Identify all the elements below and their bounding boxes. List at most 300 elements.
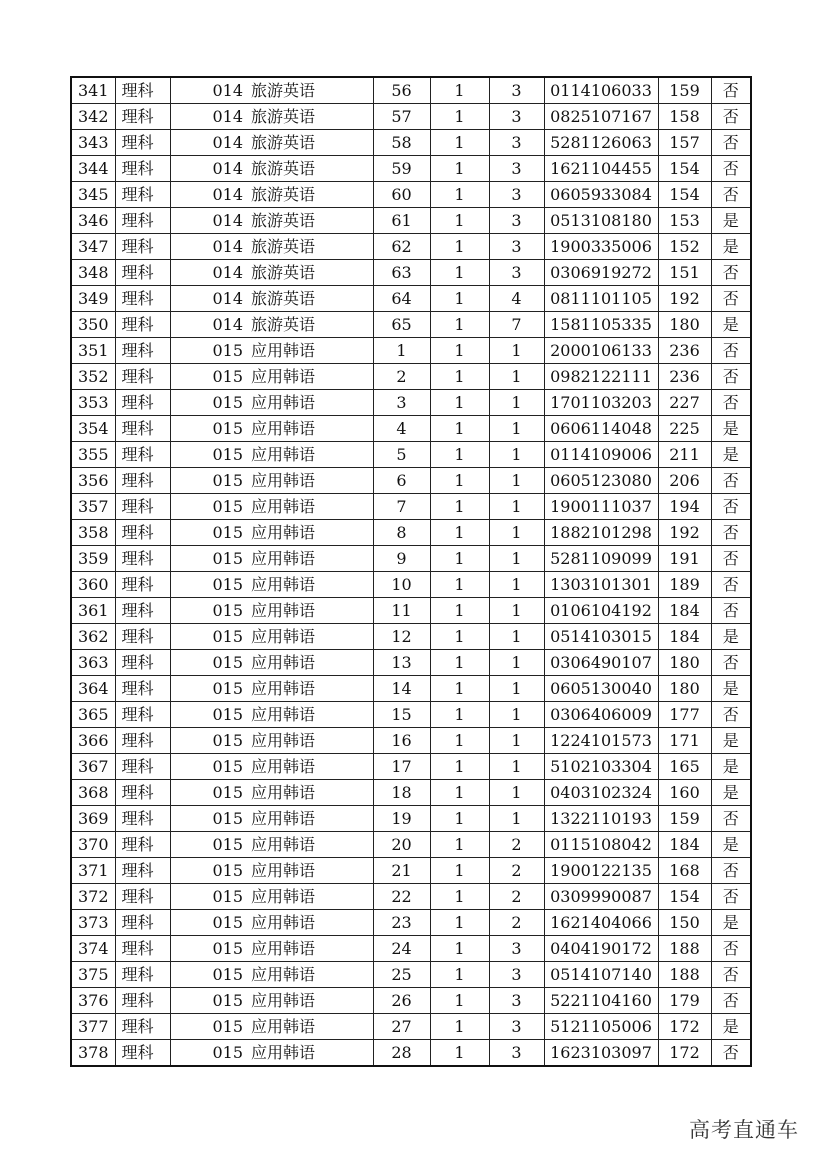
category-cell: 理科 [115,988,170,1014]
major-code: 015 [212,393,244,412]
rank-cell: 22 [373,884,430,910]
table-row [71,806,751,832]
major-cell [170,182,373,208]
column-b-cell: 2 [489,910,544,936]
row-number-cell: 350 [71,312,115,338]
major-name: 应用韩语 [251,523,316,542]
category-cell: 理科 [115,1040,170,1067]
rank-cell: 23 [373,910,430,936]
row-number-cell: 365 [71,702,115,728]
flag-cell: 是 [711,910,751,936]
major-code: 015 [212,913,244,932]
major-code: 014 [212,211,244,230]
table-row [71,260,751,286]
category-cell: 理科 [115,598,170,624]
score-cell: 227 [658,390,711,416]
watermark: 高考直通车 [689,1118,799,1142]
major-cell [170,572,373,598]
rank-cell: 63 [373,260,430,286]
major-code: 015 [212,1043,244,1062]
flag-cell: 是 [711,312,751,338]
major-name: 应用韩语 [251,445,316,464]
column-b-cell: 1 [489,598,544,624]
category-cell: 理科 [115,780,170,806]
column-a-cell: 1 [430,338,489,364]
column-b-cell: 1 [489,442,544,468]
table-row [71,962,751,988]
row-number-cell: 362 [71,624,115,650]
rank-cell: 9 [373,546,430,572]
major-code: 014 [212,133,244,152]
table-row [71,442,751,468]
category-cell: 理科 [115,494,170,520]
column-a-cell: 1 [430,208,489,234]
major-cell [170,832,373,858]
column-a-cell: 1 [430,1014,489,1040]
rank-cell: 1 [373,338,430,364]
column-a-cell: 1 [430,806,489,832]
rank-cell: 19 [373,806,430,832]
major-code: 015 [212,861,244,880]
major-name: 应用韩语 [251,679,316,698]
table-body [71,77,751,1066]
major-name: 应用韩语 [251,367,316,386]
column-b-cell: 3 [489,234,544,260]
major-name: 应用韩语 [251,861,316,880]
category-cell: 理科 [115,650,170,676]
flag-cell: 是 [711,208,751,234]
table-row [71,286,751,312]
candidate-id-cell: 5121105006 [544,1014,658,1040]
major-cell [170,858,373,884]
category-cell: 理科 [115,77,170,104]
flag-cell: 是 [711,234,751,260]
major-cell [170,806,373,832]
candidate-id-cell: 0605123080 [544,468,658,494]
column-b-cell: 1 [489,546,544,572]
flag-cell: 否 [711,520,751,546]
major-cell [170,962,373,988]
major-name: 应用韩语 [251,835,316,854]
row-number-cell: 376 [71,988,115,1014]
column-b-cell: 1 [489,650,544,676]
table-row [71,832,751,858]
column-b-cell: 1 [489,494,544,520]
major-name: 旅游英语 [251,159,316,178]
column-a-cell: 1 [430,286,489,312]
score-cell: 172 [658,1014,711,1040]
table-row [71,338,751,364]
candidate-id-cell: 0514103015 [544,624,658,650]
table-row [71,77,751,104]
row-number-cell: 343 [71,130,115,156]
score-cell: 171 [658,728,711,754]
table-row [71,182,751,208]
major-cell [170,364,373,390]
column-b-cell: 1 [489,728,544,754]
candidate-id-cell: 1303101301 [544,572,658,598]
row-number-cell: 356 [71,468,115,494]
score-cell: 153 [658,208,711,234]
score-cell: 168 [658,858,711,884]
major-code: 015 [212,679,244,698]
column-b-cell: 3 [489,260,544,286]
candidate-id-cell: 5281109099 [544,546,658,572]
major-code: 015 [212,445,244,464]
major-code: 014 [212,237,244,256]
flag-cell: 否 [711,286,751,312]
rank-cell: 10 [373,572,430,598]
major-code: 015 [212,705,244,724]
category-cell: 理科 [115,832,170,858]
row-number-cell: 374 [71,936,115,962]
flag-cell: 是 [711,832,751,858]
major-name: 旅游英语 [251,185,316,204]
row-number-cell: 351 [71,338,115,364]
column-a-cell: 1 [430,260,489,286]
column-a-cell: 1 [430,832,489,858]
rank-cell: 2 [373,364,430,390]
score-cell: 225 [658,416,711,442]
rank-cell: 64 [373,286,430,312]
major-cell [170,676,373,702]
table-row [71,754,751,780]
rank-cell: 11 [373,598,430,624]
column-a-cell: 1 [430,416,489,442]
flag-cell: 否 [711,468,751,494]
column-b-cell: 3 [489,156,544,182]
row-number-cell: 346 [71,208,115,234]
major-name: 应用韩语 [251,471,316,490]
candidate-id-cell: 0513108180 [544,208,658,234]
candidate-id-cell: 1900122135 [544,858,658,884]
column-b-cell: 3 [489,936,544,962]
major-cell [170,780,373,806]
column-a-cell: 1 [430,754,489,780]
rank-cell: 18 [373,780,430,806]
row-number-cell: 345 [71,182,115,208]
score-cell: 165 [658,754,711,780]
candidate-id-cell: 0403102324 [544,780,658,806]
major-cell [170,650,373,676]
major-code: 015 [212,757,244,776]
flag-cell: 否 [711,962,751,988]
column-a-cell: 1 [430,234,489,260]
column-a-cell: 1 [430,728,489,754]
category-cell: 理科 [115,936,170,962]
major-cell [170,884,373,910]
column-b-cell: 2 [489,858,544,884]
column-b-cell: 3 [489,208,544,234]
candidate-id-cell: 1701103203 [544,390,658,416]
column-a-cell: 1 [430,546,489,572]
major-cell [170,624,373,650]
major-cell [170,390,373,416]
score-cell: 172 [658,1040,711,1067]
flag-cell: 否 [711,650,751,676]
flag-cell: 是 [711,676,751,702]
row-number-cell: 373 [71,910,115,936]
candidate-id-cell: 0106104192 [544,598,658,624]
major-code: 015 [212,1017,244,1036]
flag-cell: 是 [711,728,751,754]
major-name: 应用韩语 [251,991,316,1010]
category-cell: 理科 [115,104,170,130]
rank-cell: 15 [373,702,430,728]
row-number-cell: 364 [71,676,115,702]
candidate-id-cell: 0306919272 [544,260,658,286]
table-row [71,416,751,442]
category-cell: 理科 [115,884,170,910]
rank-cell: 17 [373,754,430,780]
score-cell: 184 [658,624,711,650]
candidate-id-cell: 5102103304 [544,754,658,780]
rank-cell: 6 [373,468,430,494]
rank-cell: 59 [373,156,430,182]
major-name: 旅游英语 [251,107,316,126]
table-row [71,546,751,572]
rank-cell: 24 [373,936,430,962]
column-a-cell: 1 [430,988,489,1014]
score-cell: 184 [658,832,711,858]
category-cell: 理科 [115,962,170,988]
candidate-id-cell: 0306406009 [544,702,658,728]
score-cell: 158 [658,104,711,130]
major-name: 应用韩语 [251,939,316,958]
table-row [71,780,751,806]
score-cell: 189 [658,572,711,598]
column-b-cell: 1 [489,676,544,702]
rank-cell: 61 [373,208,430,234]
column-a-cell: 1 [430,1040,489,1067]
major-name: 应用韩语 [251,1017,316,1036]
rank-cell: 20 [373,832,430,858]
major-cell [170,77,373,104]
major-name: 应用韩语 [251,783,316,802]
row-number-cell: 352 [71,364,115,390]
table-row [71,520,751,546]
category-cell: 理科 [115,624,170,650]
table-row [71,676,751,702]
column-b-cell: 3 [489,77,544,104]
score-cell: 180 [658,650,711,676]
major-code: 015 [212,965,244,984]
row-number-cell: 349 [71,286,115,312]
major-name: 应用韩语 [251,653,316,672]
major-name: 旅游英语 [251,133,316,152]
flag-cell: 否 [711,936,751,962]
flag-cell: 否 [711,104,751,130]
candidate-id-cell: 0404190172 [544,936,658,962]
column-b-cell: 4 [489,286,544,312]
column-b-cell: 7 [489,312,544,338]
major-code: 014 [212,289,244,308]
column-b-cell: 1 [489,572,544,598]
column-a-cell: 1 [430,130,489,156]
category-cell: 理科 [115,130,170,156]
row-number-cell: 358 [71,520,115,546]
rank-cell: 5 [373,442,430,468]
major-code: 015 [212,991,244,1010]
rank-cell: 57 [373,104,430,130]
major-cell [170,988,373,1014]
table-row [71,130,751,156]
column-a-cell: 1 [430,442,489,468]
candidate-id-cell: 0309990087 [544,884,658,910]
major-cell [170,312,373,338]
column-a-cell: 1 [430,676,489,702]
major-name: 应用韩语 [251,1043,316,1062]
major-code: 015 [212,601,244,620]
major-name: 应用韩语 [251,913,316,932]
major-cell [170,156,373,182]
score-cell: 177 [658,702,711,728]
column-a-cell: 1 [430,598,489,624]
score-cell: 184 [658,598,711,624]
candidate-id-cell: 1623103097 [544,1040,658,1067]
major-cell [170,104,373,130]
rank-cell: 3 [373,390,430,416]
rank-cell: 58 [373,130,430,156]
candidate-id-cell: 0306490107 [544,650,658,676]
column-a-cell: 1 [430,77,489,104]
row-number-cell: 369 [71,806,115,832]
column-a-cell: 1 [430,962,489,988]
row-number-cell: 360 [71,572,115,598]
major-code: 015 [212,471,244,490]
score-cell: 211 [658,442,711,468]
column-a-cell: 1 [430,858,489,884]
column-b-cell: 3 [489,130,544,156]
table-row [71,208,751,234]
category-cell: 理科 [115,728,170,754]
score-cell: 154 [658,884,711,910]
flag-cell: 否 [711,988,751,1014]
category-cell: 理科 [115,572,170,598]
column-a-cell: 1 [430,156,489,182]
flag-cell: 否 [711,77,751,104]
major-code: 015 [212,523,244,542]
column-a-cell: 1 [430,390,489,416]
row-number-cell: 378 [71,1040,115,1067]
candidate-id-cell: 1882101298 [544,520,658,546]
candidate-id-cell: 0514107140 [544,962,658,988]
category-cell: 理科 [115,546,170,572]
table-row [71,364,751,390]
score-cell: 159 [658,806,711,832]
major-code: 015 [212,549,244,568]
column-b-cell: 3 [489,988,544,1014]
candidate-id-cell: 1900335006 [544,234,658,260]
table-row [71,728,751,754]
table-row [71,156,751,182]
candidate-id-cell: 0115108042 [544,832,658,858]
major-code: 015 [212,367,244,386]
major-code: 014 [212,107,244,126]
candidate-id-cell: 5221104160 [544,988,658,1014]
column-a-cell: 1 [430,650,489,676]
major-cell [170,260,373,286]
category-cell: 理科 [115,858,170,884]
major-code: 014 [212,81,244,100]
candidate-id-cell: 1621404066 [544,910,658,936]
flag-cell: 是 [711,624,751,650]
rank-cell: 7 [373,494,430,520]
row-number-cell: 367 [71,754,115,780]
candidate-id-cell: 1322110193 [544,806,658,832]
major-name: 旅游英语 [251,263,316,282]
flag-cell: 否 [711,858,751,884]
category-cell: 理科 [115,442,170,468]
candidate-id-cell: 5281126063 [544,130,658,156]
table-row [71,1040,751,1067]
category-cell: 理科 [115,390,170,416]
column-b-cell: 2 [489,832,544,858]
flag-cell: 否 [711,572,751,598]
table-row [71,858,751,884]
flag-cell: 否 [711,494,751,520]
admission-table [70,76,752,1067]
rank-cell: 27 [373,1014,430,1040]
category-cell: 理科 [115,156,170,182]
major-code: 015 [212,497,244,516]
major-name: 应用韩语 [251,419,316,438]
rank-cell: 28 [373,1040,430,1067]
row-number-cell: 355 [71,442,115,468]
major-cell [170,910,373,936]
major-cell [170,754,373,780]
column-b-cell: 3 [489,104,544,130]
major-name: 旅游英语 [251,81,316,100]
row-number-cell: 342 [71,104,115,130]
table-row [71,910,751,936]
candidate-id-cell: 0605933084 [544,182,658,208]
candidate-id-cell: 1224101573 [544,728,658,754]
row-number-cell: 359 [71,546,115,572]
column-a-cell: 1 [430,494,489,520]
column-a-cell: 1 [430,780,489,806]
flag-cell: 否 [711,390,751,416]
major-name: 应用韩语 [251,757,316,776]
category-cell: 理科 [115,338,170,364]
candidate-id-cell: 1621104455 [544,156,658,182]
table-row [71,598,751,624]
flag-cell: 否 [711,806,751,832]
flag-cell: 是 [711,754,751,780]
major-code: 015 [212,887,244,906]
score-cell: 180 [658,676,711,702]
column-a-cell: 1 [430,624,489,650]
major-code: 014 [212,263,244,282]
table-row [71,494,751,520]
major-code: 015 [212,835,244,854]
category-cell: 理科 [115,754,170,780]
score-cell: 157 [658,130,711,156]
column-b-cell: 1 [489,338,544,364]
row-number-cell: 361 [71,598,115,624]
column-a-cell: 1 [430,520,489,546]
row-number-cell: 354 [71,416,115,442]
major-code: 015 [212,731,244,750]
row-number-cell: 377 [71,1014,115,1040]
major-cell [170,1040,373,1067]
major-name: 应用韩语 [251,575,316,594]
column-a-cell: 1 [430,702,489,728]
candidate-id-cell: 1581105335 [544,312,658,338]
flag-cell: 否 [711,546,751,572]
table-row [71,702,751,728]
major-code: 015 [212,783,244,802]
